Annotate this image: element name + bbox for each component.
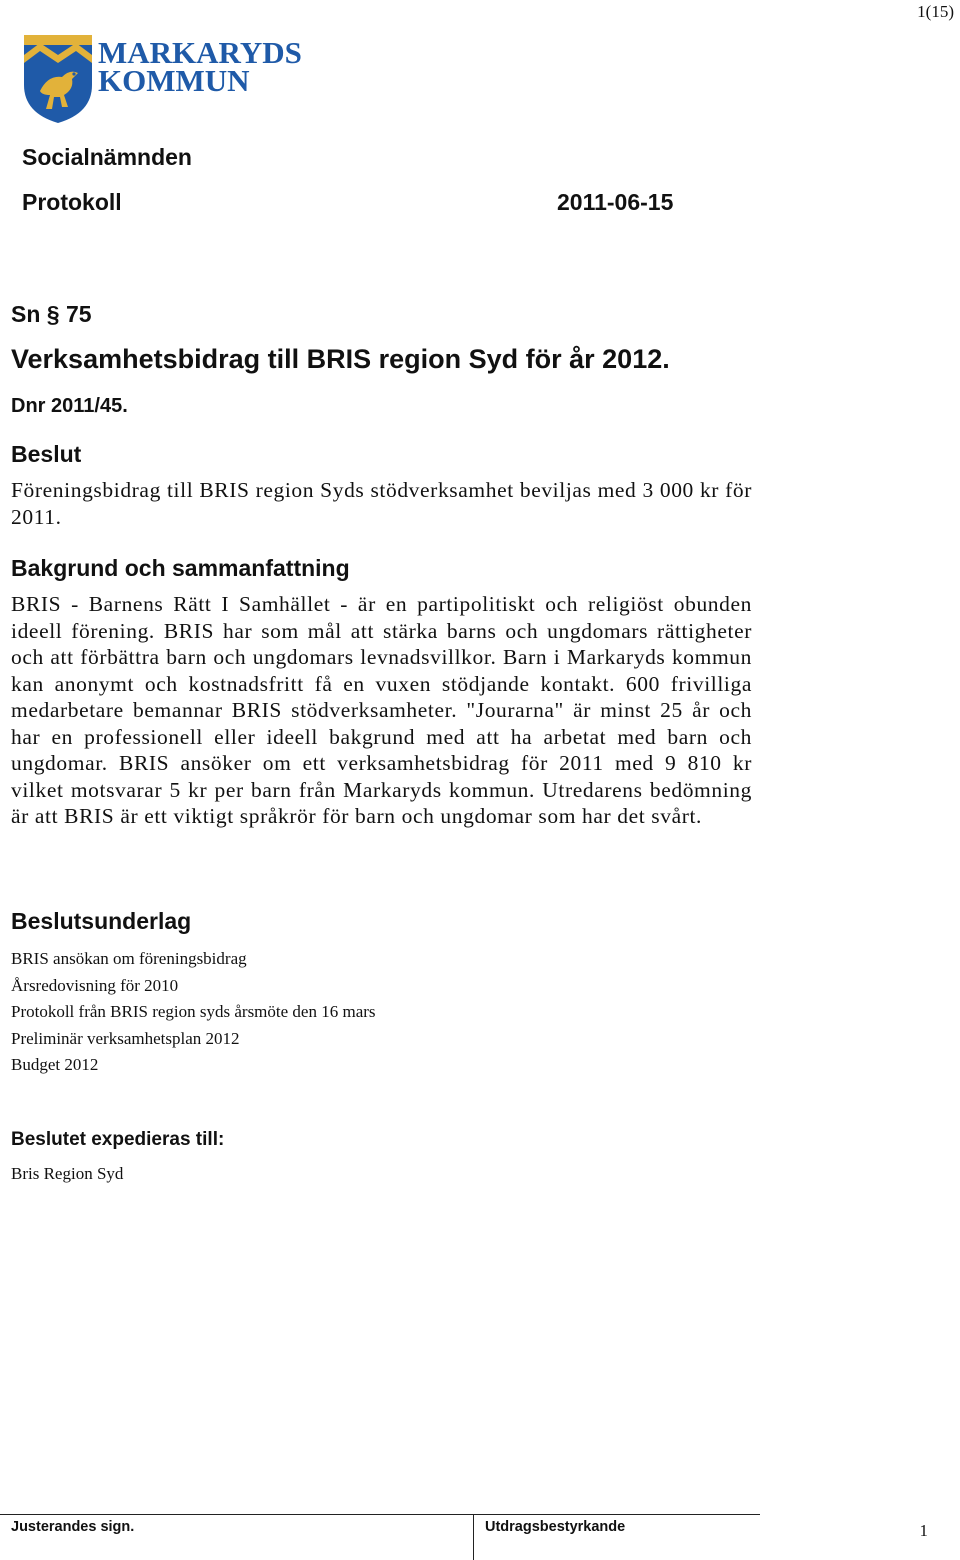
list-item: Årsredovisning för 2010 — [11, 975, 179, 995]
beslut-text: Föreningsbidrag till BRIS region Syds stödverksamhet beviljas med 3 000 kr för 2011. — [11, 478, 752, 529]
footer-separator — [473, 1514, 474, 1560]
coat-of-arms-icon — [22, 33, 322, 125]
list-item: Protokoll från BRIS region syds årsmöte den 16 mars — [11, 1002, 376, 1022]
document-type: Protokoll — [22, 189, 122, 215]
list-item: BRIS ansökan om föreningsbidrag — [11, 949, 247, 968]
diary-number: Dnr 2011/45. — [11, 395, 128, 417]
footer-page-number: 1 — [919, 1521, 928, 1540]
list-item: Preliminär verksamhetsplan 2012 — [11, 1028, 240, 1048]
bakgrund-text: BRIS - Barnens Rätt I Samhället - är en partipolitiskt och religiöst obunden ideell förening. BRIS har som mål att stärka barns och ungdomars rättigheter och att förbättra barn och ungdomars levnadsvillkor. Barn i Markaryds kommun kan anonymt och kostnadsfritt få en vuxen stödjande kontakt. 600 frivilliga medarbetare bemannar BRIS stödverksamheter. "Jourarna" är minst 25 år och har en professionell eller ideell bakgrund med att ha arbetat med barn och ungdomar. BRIS ansöker om ett verksamhetsbidrag för 2011 med 9 810 kr vilket motsvarar 5 kr per barn från Markaryds kommun. Utredarens bedömning är att BRIS är ett viktigt språkrör för barn och ungdomar som har det svårt. — [11, 592, 752, 828]
list-item: Budget 2012 — [11, 1055, 99, 1075]
svg-text:KOMMUN: KOMMUN — [98, 63, 250, 98]
organization-name: Socialnämnden — [22, 144, 192, 170]
document-date: 2011-06-15 — [557, 189, 674, 215]
footer-divider — [0, 1514, 760, 1515]
beslutsunderlag-heading: Beslutsunderlag — [11, 908, 192, 934]
beslutsunderlag-list — [11, 946, 376, 1079]
bakgrund-heading: Bakgrund och sammanfattning — [11, 555, 350, 581]
municipality-logo — [22, 33, 322, 125]
section-number: Sn § 75 — [11, 301, 92, 327]
expedieras-recipient: Bris Region Syd — [11, 1164, 124, 1183]
footer-utdrag-label: Utdragsbestyrkande — [485, 1519, 626, 1535]
expedieras-heading: Beslutet expedieras till: — [11, 1129, 225, 1150]
svg-text:MARKARYDS: MARKARYDS — [98, 35, 302, 70]
footer-justerandes-label: Justerandes sign. — [11, 1519, 135, 1535]
section-title: Verksamhetsbidrag till BRIS region Syd för år 2012. — [11, 344, 670, 374]
page-indicator: 1(15) — [917, 2, 954, 21]
beslut-heading: Beslut — [11, 441, 82, 467]
